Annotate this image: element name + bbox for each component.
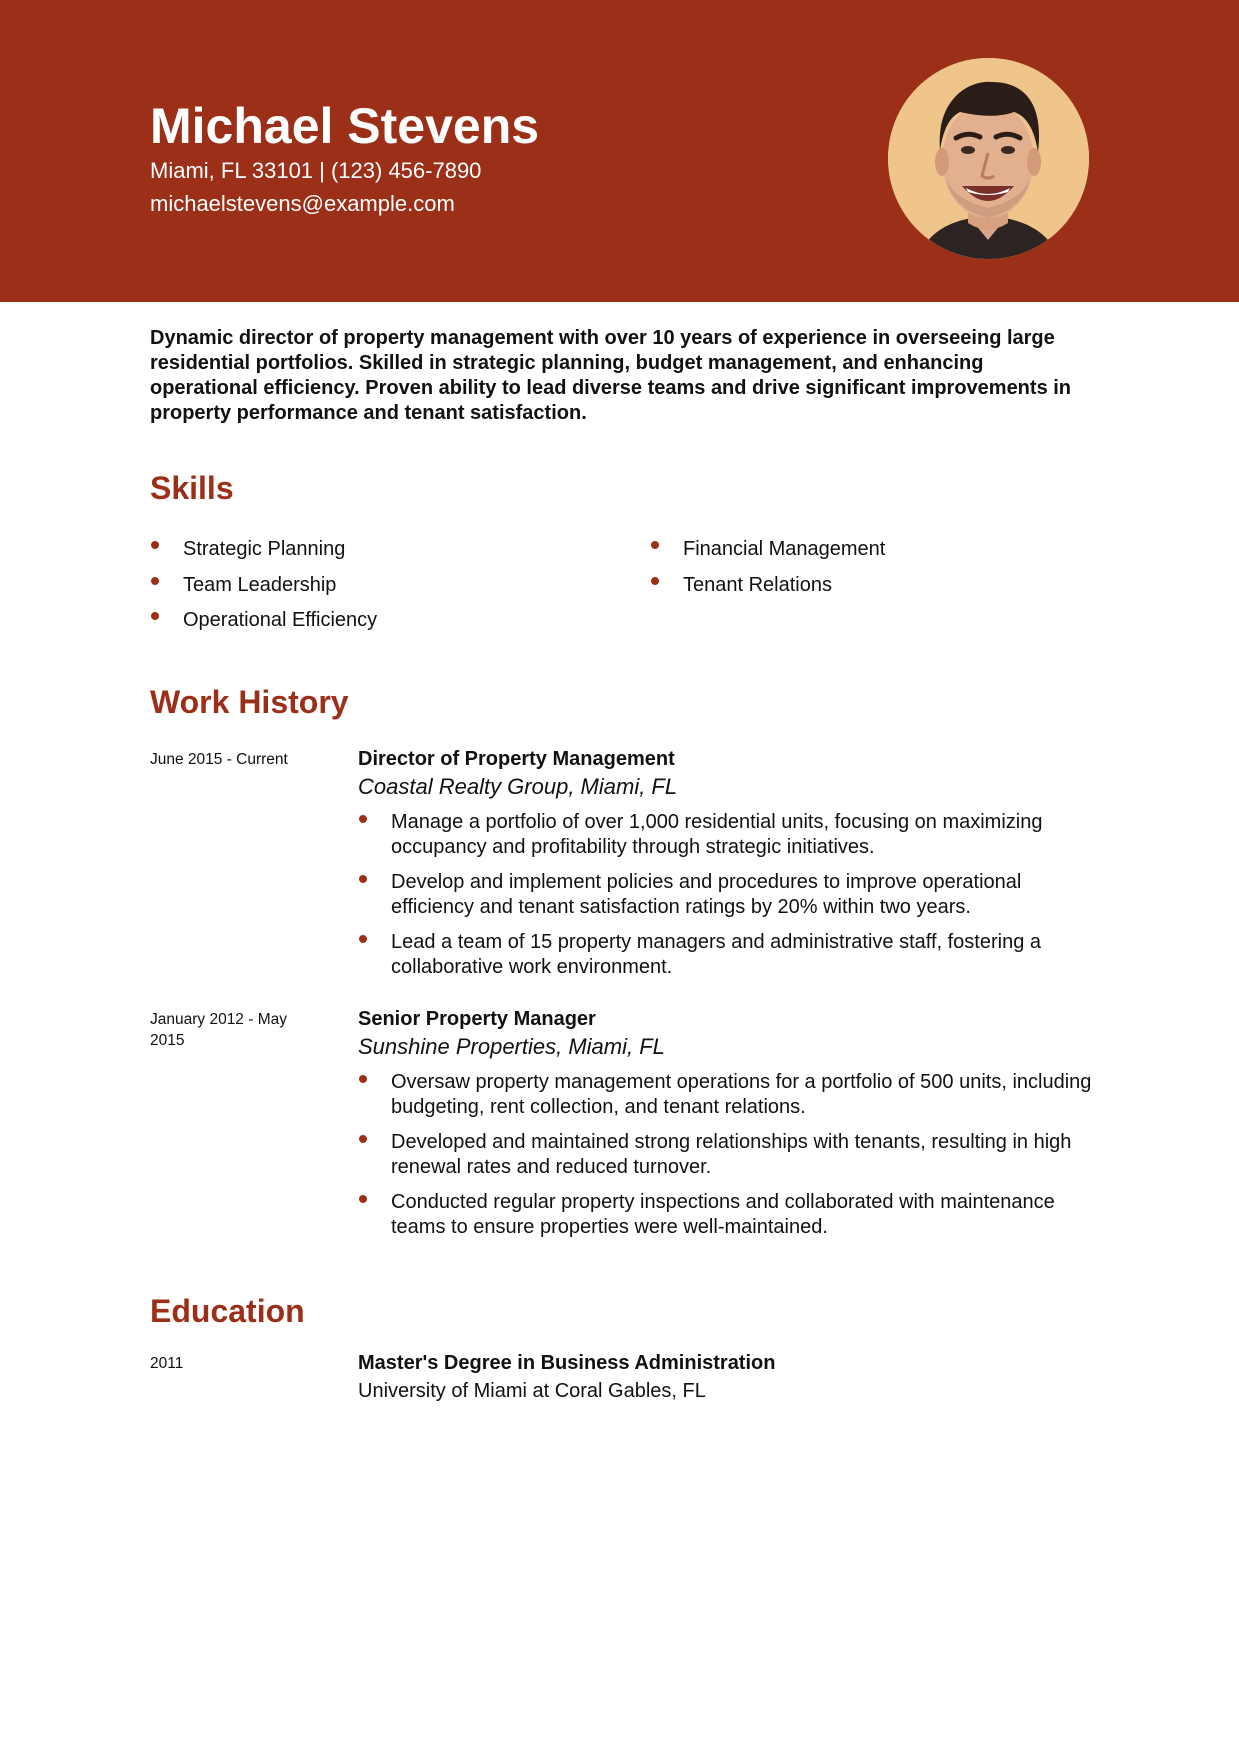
professional-summary: Dynamic director of property management with over 10 years of experience in overseeing large residential portfolios. Skilled in strategic planning, budget management, and enhancing operational efficiency. Proven ability to lead diverse teams and drive significant improvements in property performance and tenant satisfaction.: [150, 327, 1072, 424]
skill-item: Operational Efficiency: [150, 603, 377, 639]
skill-item: Team Leadership: [150, 568, 377, 604]
bullet-dot-icon: [359, 935, 367, 943]
job-dates: June 2015 - Current: [150, 751, 288, 768]
bullet-dot-icon: [359, 1135, 367, 1143]
job-dates: January 2012 - May 2015: [150, 1011, 287, 1049]
bullet-dot-icon: [359, 875, 367, 883]
education-entry: [358, 1350, 1098, 1406]
bullet-dot-icon: [359, 1075, 367, 1083]
education-year: 2011: [150, 1355, 184, 1372]
email-address: michaelstevens@example.com: [150, 191, 455, 216]
bullet-dot-icon: [359, 815, 367, 823]
duty-item: Lead a team of 15 property managers and administrative staff, fostering a collaborative work environment.: [358, 930, 1098, 980]
school-name: University of Miami at Coral Gables, FL: [358, 1380, 706, 1402]
bullet-dot-icon: [151, 577, 159, 585]
header-banner: [0, 0, 1239, 302]
duty-item: Manage a portfolio of over 1,000 residential units, focusing on maximizing occupancy and profitability through strategic initiatives.: [358, 810, 1098, 860]
job-entry: [358, 1006, 1098, 1250]
skills-heading: Skills: [150, 470, 234, 506]
work-history-heading: Work History: [150, 684, 349, 720]
job-duties: [358, 1070, 1098, 1240]
skill-item: Financial Management: [650, 532, 885, 568]
bullet-dot-icon: [151, 541, 159, 549]
job-title: Senior Property Manager: [358, 1008, 596, 1030]
job-title: Director of Property Management: [358, 748, 675, 770]
skills-list-right: [650, 532, 885, 603]
duty-item: Develop and implement policies and procedures to improve operational efficiency and tenant satisfaction ratings by 20% within two years.: [358, 870, 1098, 920]
candidate-name: Michael Stevens: [150, 98, 540, 154]
company-name: Coastal Realty Group, Miami, FL: [358, 774, 678, 799]
portrait-illustration-icon: [888, 58, 1089, 259]
duty-item: Oversaw property management operations for a portfolio of 500 units, including budgeting, rent collection, and tenant relations.: [358, 1070, 1098, 1120]
education-heading: Education: [150, 1293, 305, 1329]
bullet-dot-icon: [651, 541, 659, 549]
location-phone: Miami, FL 33101 | (123) 456-7890: [150, 158, 482, 183]
job-entry: [358, 746, 1098, 990]
skills-list-left: [150, 532, 377, 639]
duty-item: Conducted regular property inspections and collaborated with maintenance teams to ensure properties were well-maintained.: [358, 1190, 1098, 1240]
job-duties: [358, 810, 1098, 980]
profile-photo: [888, 58, 1089, 259]
degree-title: Master's Degree in Business Administration: [358, 1352, 776, 1374]
skill-item: Tenant Relations: [650, 568, 885, 604]
bullet-dot-icon: [359, 1195, 367, 1203]
company-name: Sunshine Properties, Miami, FL: [358, 1034, 665, 1059]
skill-item: Strategic Planning: [150, 532, 377, 568]
duty-item: Developed and maintained strong relationships with tenants, resulting in high renewal rates and reduced turnover.: [358, 1130, 1098, 1180]
bullet-dot-icon: [651, 577, 659, 585]
bullet-dot-icon: [151, 612, 159, 620]
